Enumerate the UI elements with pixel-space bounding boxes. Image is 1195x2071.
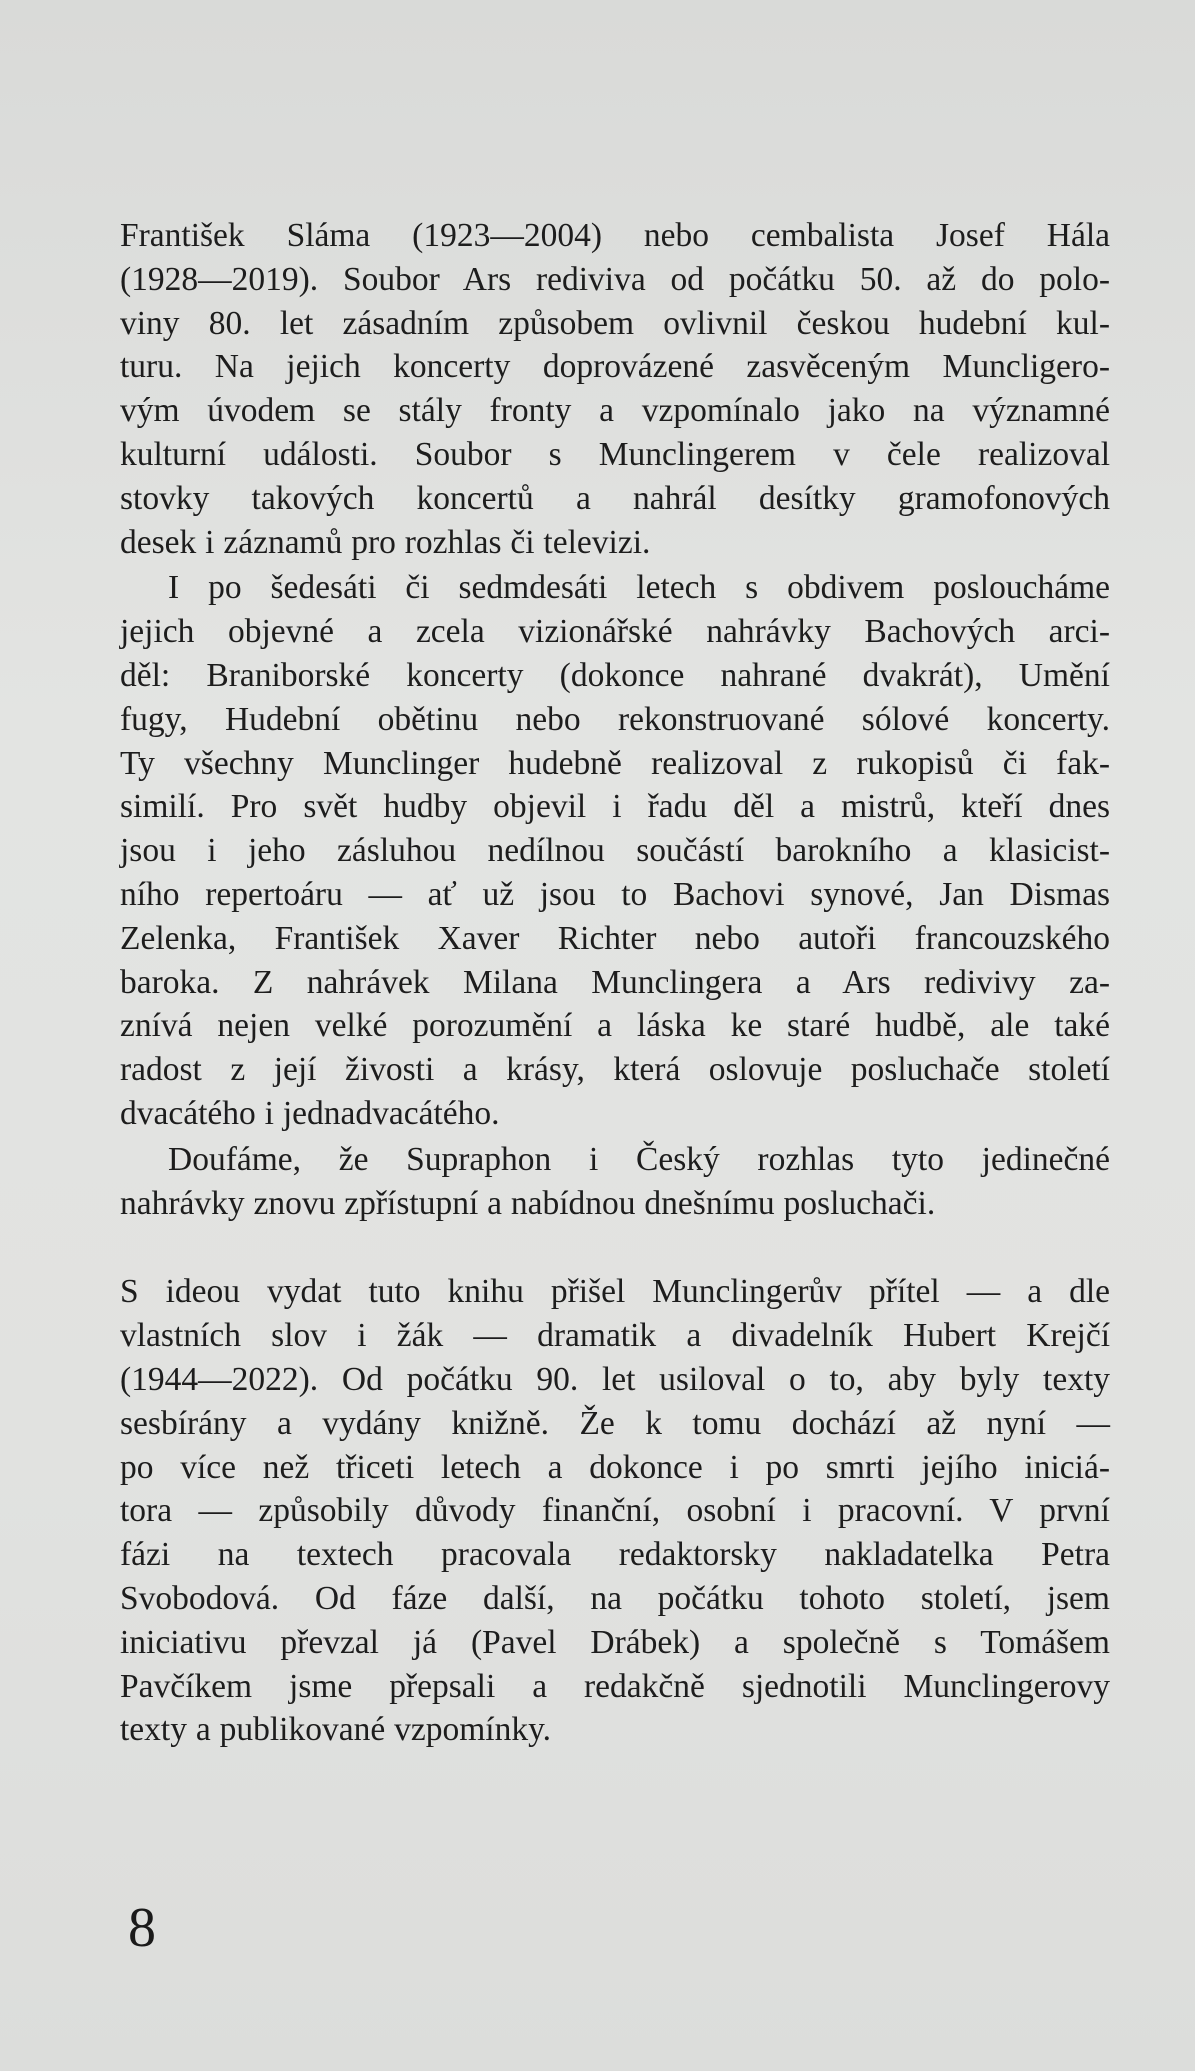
text-line: dvacátého i jednadvacátého.: [120, 1094, 500, 1132]
text-line: Ty všechny Munclinger hudebně realizoval z rukopisů či fak-: [120, 744, 1110, 782]
text-line: (1944—2022). Od počátku 90. let usiloval o to, aby byly texty: [120, 1360, 1110, 1398]
text-line: desek i záznamů pro rozhlas či televizi.: [120, 523, 651, 561]
body-text: [120, 214, 1110, 1752]
text-line: radost z její živosti a krásy, která oslovuje posluchače století: [120, 1051, 1110, 1089]
text-line: turu. Na jejich koncerty doprovázené zasvěceným Muncligero-: [120, 348, 1110, 386]
text-line: po více než třiceti letech a dokonce i po smrti jejího iniciá-: [120, 1448, 1110, 1486]
text-line: Doufáme, že Supraphon i Český rozhlas tyto jedinečné: [168, 1140, 1110, 1178]
text-line: iniciativu převzal já (Pavel Drábek) a společně s Tomášem: [120, 1623, 1110, 1661]
text-line: nahrávky znovu zpřístupní a nabídnou dnešnímu posluchači.: [120, 1184, 936, 1222]
section-break: [120, 1225, 1110, 1270]
text-line: tora — způsobily důvody finanční, osobní i pracovní. V první: [120, 1492, 1110, 1530]
text-line: František Sláma (1923—2004) nebo cembalista Josef Hála: [120, 217, 1110, 254]
text-line: texty a publikované vzpomínky.: [120, 1711, 552, 1749]
text-line: I po šedesáti či sedmdesáti letech s obdivem posloucháme: [168, 569, 1110, 607]
text-line: S ideou vydat tuto knihu přišel Munclingerův přítel — a dle: [120, 1273, 1110, 1311]
text-line: fugy, Hudební obětinu nebo rekonstruované sólové koncerty.: [120, 700, 1110, 738]
page-number: 8: [128, 1897, 156, 1959]
text-line: ního repertoáru — ať už jsou to Bachovi synové, Jan Dismas: [120, 875, 1110, 913]
paragraph-2: [120, 566, 1110, 1135]
text-line: znívá nejen velké porozumění a láska ke staré hudbě, ale také: [120, 1007, 1110, 1045]
paragraph-1: [120, 214, 1110, 564]
text-line: fázi na textech pracovala redaktorsky nakladatelka Petra: [120, 1536, 1110, 1574]
text-line: (1928—2019). Soubor Ars rediviva od počátku 50. až do polo-: [120, 260, 1110, 298]
text-line: jejich objevné a zcela vizionářské nahrávky Bachových arci-: [120, 613, 1110, 651]
text-line: sesbírány a vydány knižně. Že k tomu dochází až nyní —: [120, 1404, 1110, 1442]
text-line: vlastních slov i žák — dramatik a divadelník Hubert Krejčí: [120, 1317, 1110, 1355]
text-line: Pavčíkem jsme přepsali a redakčně sjednotili Munclingerovy: [120, 1667, 1110, 1705]
paragraph-4: [120, 1270, 1110, 1752]
text-line: baroka. Z nahrávek Milana Munclingera a Ars redivivy za-: [120, 963, 1110, 1001]
text-line: similí. Pro svět hudby objevil i řadu děl a mistrů, kteří dnes: [120, 788, 1110, 826]
text-line: Zelenka, František Xaver Richter nebo autoři francouzského: [120, 919, 1110, 957]
text-line: vým úvodem se stály fronty a vzpomínalo jako na významné: [120, 392, 1110, 430]
text-line: děl: Braniborské koncerty (dokonce nahrané dvakrát), Umění: [120, 656, 1110, 694]
text-line: viny 80. let zásadním způsobem ovlivnil českou hudební kul-: [120, 304, 1110, 342]
paragraph-3: [120, 1138, 1110, 1226]
text-line: kulturní události. Soubor s Munclingerem v čele realizoval: [120, 435, 1110, 473]
text-line: Svobodová. Od fáze další, na počátku tohoto století, jsem: [120, 1579, 1110, 1617]
text-line: jsou i jeho zásluhou nedílnou součástí barokního a klasicist-: [120, 832, 1110, 870]
text-line: stovky takových koncertů a nahrál desítky gramofonových: [120, 479, 1110, 517]
